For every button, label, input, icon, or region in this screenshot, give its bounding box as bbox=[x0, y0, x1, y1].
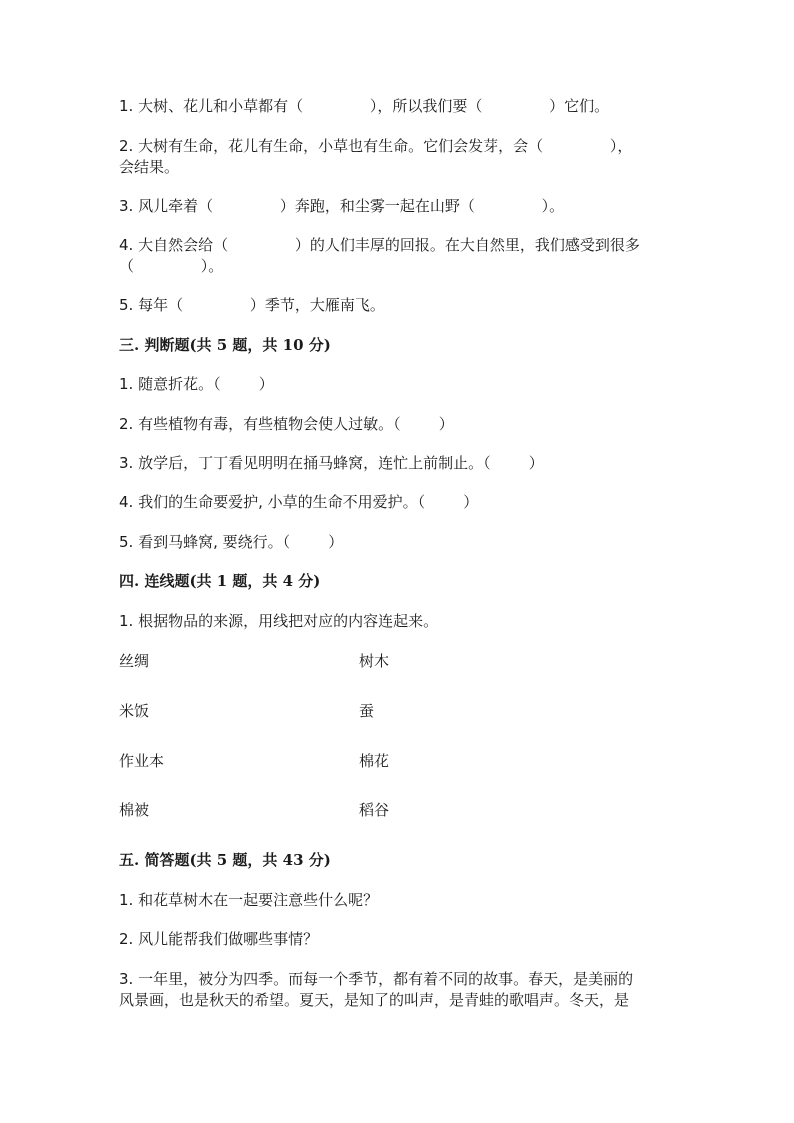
fill-in-4-line-1: 4. 大自然会给（ ）的人们丰厚的回报。在大自然里，我们感受到很多 bbox=[119, 236, 640, 254]
matching-left-2: 米饭 bbox=[119, 702, 150, 720]
fill-in-2-line-2: 会结果。 bbox=[119, 158, 180, 176]
fill-in-1-line-1: 1. 大树、花儿和小草都有（ ），所以我们要（ ）它们。 bbox=[119, 97, 610, 115]
matching-left-3: 作业本 bbox=[119, 752, 165, 770]
short-answer-1: 1. 和花草树木在一起要注意些什么呢？ bbox=[119, 891, 379, 909]
section-4-heading: 四. 连线题(共 1 题，共 4 分) bbox=[119, 572, 321, 590]
matching-right-3: 棉花 bbox=[359, 752, 390, 770]
matching-right-1: 树木 bbox=[359, 652, 390, 670]
judge-item-2: 2. 有些植物有毒，有些植物会使人过敏。（ ） bbox=[119, 415, 454, 433]
fill-in-3-line-1: 3. 风儿牵着（ ）奔跑，和尘雾一起在山野（ ）。 bbox=[119, 197, 565, 215]
short-answer-3-line-1: 3. 一年里，被分为四季。而每一个季节，都有着不同的故事。春天，是美丽的 bbox=[119, 970, 634, 988]
section-3-heading: 三. 判断题(共 5 题，共 10 分) bbox=[119, 336, 331, 354]
short-answer-3-line-2: 风景画，也是秋天的希望。夏天，是知了的叫声，是青蛙的歌唱声。冬天，是 bbox=[119, 991, 630, 1009]
fill-in-2-line-1: 2. 大树有生命，花儿有生命，小草也有生命。它们会发芽，会（ ）， bbox=[119, 137, 633, 155]
matching-left-4: 棉被 bbox=[119, 801, 150, 819]
matching-left-1: 丝绸 bbox=[119, 652, 150, 670]
judge-item-3: 3. 放学后，丁丁看见明明在捅马蜂窝，连忙上前制止。（ ） bbox=[119, 454, 544, 472]
fill-in-4-line-2: （ ）。 bbox=[119, 257, 224, 275]
section-5-heading: 五. 简答题(共 5 题，共 43 分) bbox=[119, 851, 331, 869]
judge-item-4: 4. 我们的生命要爱护, 小草的生命不用爱护。（ ） bbox=[119, 493, 479, 511]
short-answer-2: 2. 风儿能帮我们做哪些事情？ bbox=[119, 930, 319, 948]
judge-item-1: 1. 随意折花。（ ） bbox=[119, 375, 274, 393]
judge-item-5: 5. 看到马蜂窝, 要绕行。（ ） bbox=[119, 533, 344, 551]
matching-right-2: 蚕 bbox=[359, 702, 375, 720]
matching-question: 1. 根据物品的来源，用线把对应的内容连起来。 bbox=[119, 612, 439, 630]
matching-right-4: 稻谷 bbox=[359, 801, 390, 819]
fill-in-5-line-1: 5. 每年（ ）季节，大雁南飞。 bbox=[119, 296, 385, 314]
